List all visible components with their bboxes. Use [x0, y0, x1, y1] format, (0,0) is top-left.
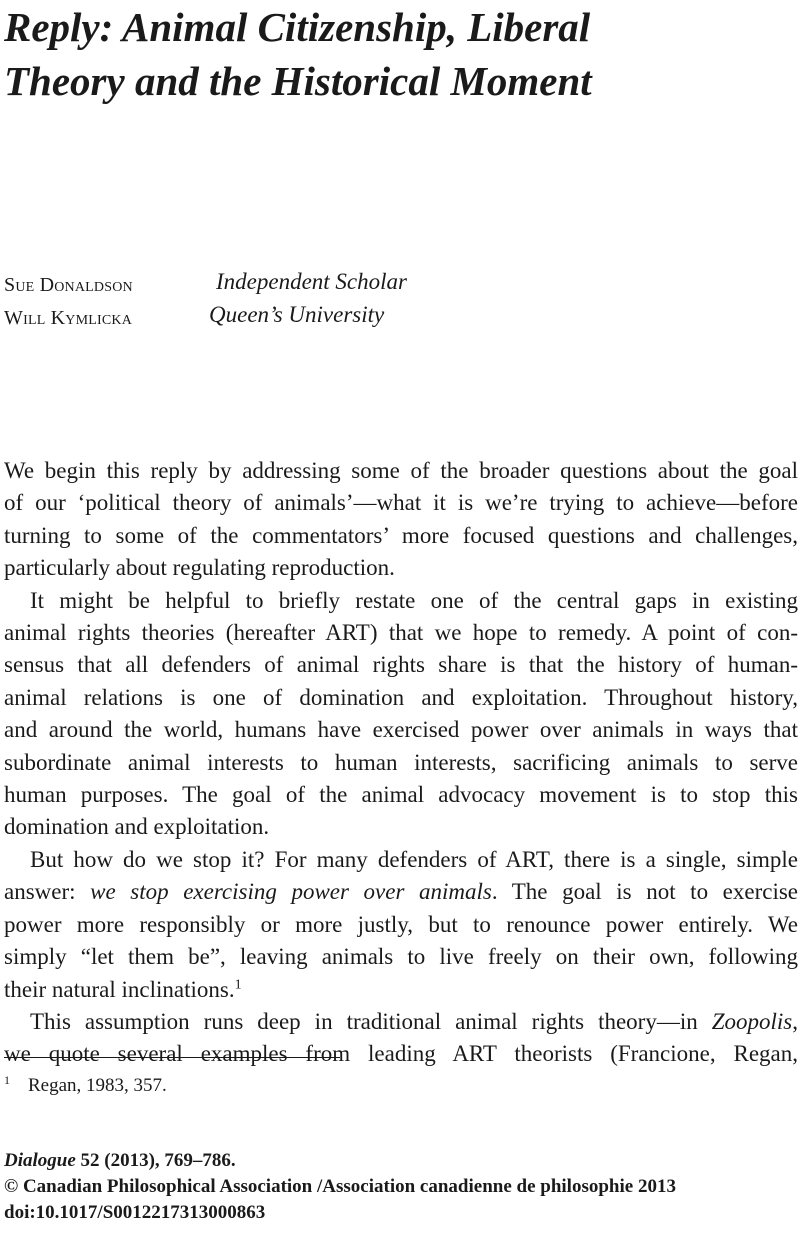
article-body [4, 455, 798, 1071]
text-line: power more responsibly or more justly, but to renounce power entirely. We [4, 911, 798, 937]
journal-citation [4, 1148, 798, 1174]
author-name: Sue Donaldson [4, 274, 133, 296]
footnote [4, 1073, 167, 1097]
text-line: human purposes. The goal of the animal advocacy movement is to stop this [4, 782, 798, 808]
emphasis: we stop exercising power over animals [90, 879, 492, 905]
footnote-reference[interactable]: 1 [234, 976, 242, 992]
journal-volume-pages: 52 (2013), 769–786. [75, 1150, 236, 1171]
text-line: of our ‘political theory of animals’—what it is we’re trying to achieve—before [4, 490, 798, 516]
text-line [4, 1006, 798, 1038]
text-line: turning to some of the commentators’ more focused questions and challenges, [4, 522, 798, 548]
journal-name: Dialogue [4, 1150, 76, 1171]
paragraph [4, 1006, 798, 1071]
text-line: subordinate animal interests to human interests, sacrificing animals to serve [4, 749, 798, 775]
text-run: answer: [4, 879, 91, 905]
text-run: , [792, 1008, 798, 1034]
author-affiliation: Independent Scholar [216, 269, 407, 294]
text-line: sensus that all defenders of animal rights share is that the history of human- [4, 652, 798, 678]
author-name: Will Kymlicka [4, 307, 133, 329]
doi-link[interactable]: doi:10.1017/S0012217313000863 [4, 1202, 266, 1223]
title-line-2: Theory and the Historical Moment [4, 58, 592, 104]
author-row [4, 302, 385, 330]
paragraph [4, 844, 798, 1006]
text-line: simply “let them be”, leaving animals to live freely on their own, following [4, 944, 798, 970]
text-line: particularly about regulating reproduction. [4, 555, 395, 581]
paragraph [4, 585, 798, 844]
text-line: animal relations is one of domination and exploitation. Throughout history, [4, 684, 798, 710]
title-line-1: Reply: Animal Citizenship, Liberal [4, 4, 591, 50]
author-row [4, 269, 407, 297]
text-line: We begin this reply by addressing some of the broader questions about the goal [4, 458, 798, 483]
text-line: animal rights theories (hereafter ART) that we hope to remedy. A point of con- [4, 620, 798, 646]
text-run: their natural inclinations. [4, 976, 235, 1002]
journal-info [4, 1148, 798, 1226]
footnote-number: 1 [4, 1073, 10, 1087]
text-line: It might be helpful to briefly restate one of the central gaps in existing [30, 587, 798, 613]
copyright-line: © Canadian Philosophical Association /Association canadienne de philosophie 2013 [4, 1176, 676, 1197]
emphasis: Zoopolis [711, 1008, 793, 1034]
article-title [4, 0, 794, 108]
text-line: we quote several examples from leading ART theorists (Francione, Regan, [4, 1041, 798, 1067]
text-line: domination and exploitation. [4, 814, 270, 840]
footnote-divider [4, 1057, 340, 1058]
text-line: But how do we stop it? For many defenders of ART, there is a single, simple [30, 846, 798, 872]
text-line [4, 974, 798, 1006]
text-run: This assumption runs deep in traditional animal rights theory—in [30, 1008, 712, 1034]
text-run: . The goal is not to exercise [491, 879, 798, 905]
text-line: and around the world, humans have exercised power over animals in ways that [4, 717, 798, 743]
text-line [4, 876, 798, 908]
paragraph [4, 455, 798, 585]
author-affiliation: Queen’s University [209, 302, 385, 327]
footnote-text: Regan, 1983, 357. [28, 1075, 167, 1097]
